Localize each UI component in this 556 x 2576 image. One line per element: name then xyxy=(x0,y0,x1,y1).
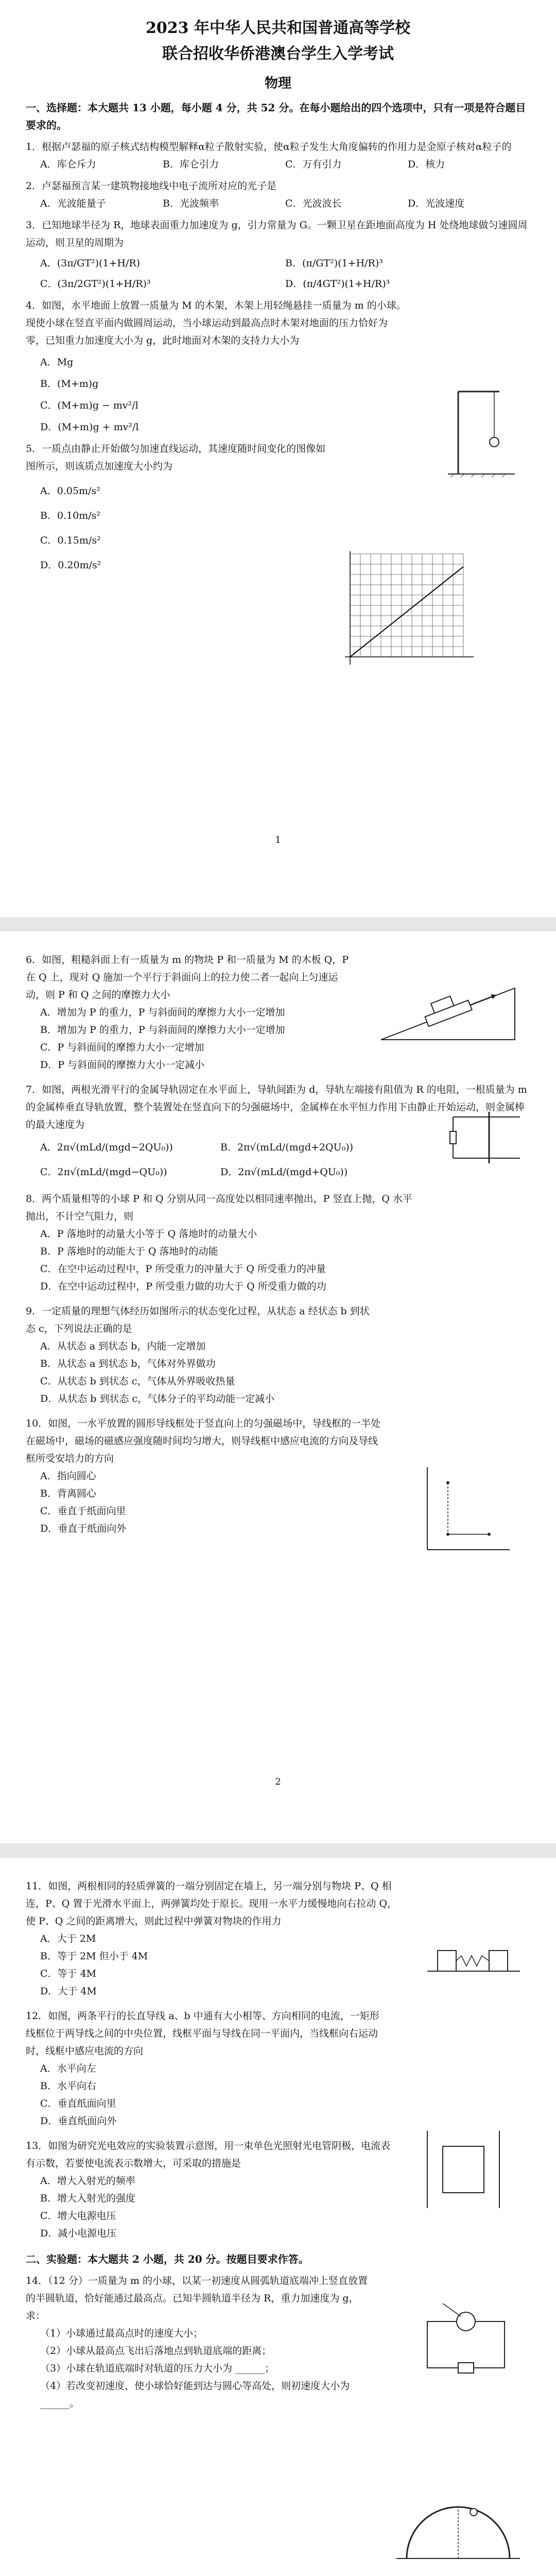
sub-question: （2）小球从最高点飞出后落地点到轨道底端的距离； xyxy=(40,2345,272,2357)
question-stem: 5．一质点由静止开始做匀加速直线运动，其速度随时间变化的图像如图所示，则该质点加速度大小约为 xyxy=(26,443,326,472)
option[interactable]: C．(3π/2GT²)(1+H/R)³ xyxy=(40,278,151,290)
question-14 xyxy=(26,2272,376,2412)
pendulum-frame-figure xyxy=(443,381,520,479)
sub-question: （1）小球通过最高点时的速度大小； xyxy=(40,2328,203,2339)
question-3 xyxy=(26,216,530,293)
section-2-heading: 二、实验题：本大题共 2 小题，共 20 分。按题目要求作答。 xyxy=(26,2253,309,2265)
option[interactable]: B．增大入射光的强度 xyxy=(40,2193,135,2204)
option[interactable]: A．大于 2M xyxy=(40,1933,96,1944)
question-13 xyxy=(26,2137,396,2242)
option[interactable]: C．2π√(mLd/(mgd−QU₀)) xyxy=(40,1166,167,1178)
option[interactable]: A．P 落地时的动量大小等于 Q 落地时的动量大小 xyxy=(40,1228,257,1240)
question-2 xyxy=(26,177,530,212)
wires-loop-figure xyxy=(407,2126,520,2213)
question-4 xyxy=(26,297,407,436)
question-stem: 14．（12 分）一质量为 m 的小球，以某一初速度从圆弧轨道底端冲上竖直放置的半圆轨道，恰好能通过最高点。已知半圆轨道半径为 R，重力加速度为 g，求： xyxy=(26,2275,368,2321)
option[interactable]: A．2π√(mLd/(mgd−2QU₀)) xyxy=(40,1142,173,1153)
question-stem: 2．卢瑟福预言某一建筑物接地线中电子流所对应的光子是 xyxy=(26,180,277,192)
option[interactable]: B．光波频率 xyxy=(163,198,219,209)
question-stem: 7．如图，两根光滑平行的金属导轨固定在水平面上，导轨间距为 d，导轨左端接有阻值为 R 的电阻，一根质量为 m 的金属棒垂直导轨放置，整个装置处在竖直向下的匀强磁场中，金属棒在水平恒力作用下由静止开始运动，则金属棒的最大速度为 xyxy=(26,1084,527,1130)
option[interactable]: D．0.20m/s² xyxy=(40,560,101,571)
option[interactable]: A．指向圆心 xyxy=(40,1470,96,1482)
option[interactable]: C．万有引力 xyxy=(285,159,342,170)
question-stem: 8．两个质量相等的小球 P 和 Q 分别从同一高度处以相同速率抛出，P 竖直上抛，Q 水平抛出，不计空气阻力，则 xyxy=(26,1193,413,1222)
option[interactable]: C．0.15m/s² xyxy=(40,535,101,546)
option[interactable]: D．减小电源电压 xyxy=(40,2228,117,2239)
question-stem: 1．根据卢瑟福的原子核式结构模型解释α粒子散射实验，使α粒子发生大角度偏转的作用力是金原子核对α粒子的 xyxy=(26,141,512,152)
option-row xyxy=(26,275,530,293)
photoelectric-figure xyxy=(412,2301,520,2383)
option[interactable]: C．光波波长 xyxy=(285,198,342,209)
page-1 xyxy=(0,0,556,917)
page-1-content xyxy=(26,15,530,574)
spring-blocks-figure xyxy=(422,1920,525,1981)
page-separator xyxy=(0,1843,556,1858)
option[interactable]: B．(M+m)g xyxy=(40,378,99,389)
option[interactable]: A．Mg xyxy=(40,357,74,368)
option[interactable]: D．在空中运动过程中，P 所受重力做的功大于 Q 所受重力做的功 xyxy=(40,1281,326,1292)
option-row xyxy=(26,255,530,272)
option[interactable]: D．2π√(mLd/(mgd+QU₀)) xyxy=(220,1166,348,1178)
option[interactable]: D．(M+m)g + mv²/l xyxy=(40,421,139,433)
option[interactable]: B．库仑引力 xyxy=(163,159,219,170)
exam-subject: 物理 xyxy=(264,76,291,91)
option[interactable]: B．等于 2M 但小于 4M xyxy=(40,1951,148,1962)
option-row xyxy=(26,1163,401,1181)
page-separator xyxy=(0,917,556,931)
sub-question: （3）小球在轨道底端时对轨道的压力大小为 ______； xyxy=(40,2363,275,2374)
option[interactable]: C．P 与斜面间的摩擦力大小一定增加 xyxy=(40,1042,204,1053)
option[interactable]: C．从状态 b 到状态 c，气体从外界吸收热量 xyxy=(40,1376,235,1387)
exam-subtitle: 联合招收华侨港澳台学生入学考试 xyxy=(162,45,394,63)
option[interactable]: A．库仑斥力 xyxy=(40,159,96,170)
question-11 xyxy=(26,1877,407,2000)
page-2 xyxy=(0,931,556,1843)
question-12 xyxy=(26,2007,386,2130)
exam-title: 2023 年中华人民共和国普通高等学校 xyxy=(146,19,410,37)
option[interactable]: D．光波速度 xyxy=(408,198,465,209)
option[interactable]: C．增大电源电压 xyxy=(40,2210,116,2222)
rails-figure xyxy=(443,1096,525,1179)
question-9 xyxy=(26,1302,376,1408)
option[interactable]: A．从状态 a 到状态 b，内能一定增加 xyxy=(40,1341,206,1352)
page-number: 2 xyxy=(275,1776,281,1787)
option[interactable]: D．P 与斜面间的摩擦力大小一定减小 xyxy=(40,1059,205,1071)
option[interactable]: C．等于 4M xyxy=(40,1968,97,1979)
option[interactable]: D．从状态 b 到状态 c，气体分子的平均动能一定减小 xyxy=(40,1393,275,1404)
option[interactable]: D．大于 4M xyxy=(40,1986,97,1997)
option[interactable]: A．光波能量子 xyxy=(40,198,106,209)
question-8 xyxy=(26,1190,417,1295)
question-stem: 10．如图，一水平放置的圆形导线框处于竖直向上的匀强磁场中，导线框的一半处在磁场中，磁场的磁感应强度随时间均匀增大，则导线框中感应电流的方向及导线框所受安培力的方向 xyxy=(26,1418,381,1464)
option[interactable]: A．0.05m/s² xyxy=(40,485,100,497)
option[interactable]: D．核力 xyxy=(408,159,445,170)
option[interactable]: B．(π/GT²)(1+H/R)³ xyxy=(285,258,383,269)
option-row xyxy=(26,1139,401,1156)
option[interactable]: A．(3π/GT²)(1+H/R) xyxy=(40,258,141,269)
option[interactable]: A．水平向左 xyxy=(40,2063,96,2074)
option[interactable]: B．背离圆心 xyxy=(40,1488,96,1499)
option[interactable]: B．2π√(mLd/(mgd+2QU₀)) xyxy=(220,1142,354,1153)
velocity-time-graph xyxy=(329,546,484,675)
option[interactable]: C．垂直纸面向里 xyxy=(40,2098,116,2109)
option[interactable]: C．(M+m)g − mv²/l xyxy=(40,400,138,411)
section-1-heading: 一、选择题：本大题共 13 小题，每小题 4 分，共 52 分。在每小题给出的四个选项中，只有一项是符合题目要求的。 xyxy=(26,101,526,131)
option[interactable]: C．垂直于纸面向里 xyxy=(40,1505,126,1517)
option[interactable]: B．P 落地时的动能大于 Q 落地时的动能 xyxy=(40,1246,218,1257)
option[interactable]: D．(π/4GT²)(1+H/R)³ xyxy=(285,278,390,290)
question-stem: 3．已知地球半径为 R，地球表面重力加速度为 g，引力常量为 G。一颗卫星在距地面高度为 H 处绕地球做匀速圆周运动，则卫星的周期为 xyxy=(26,219,528,248)
option[interactable]: B．增加为 P 的重力，P 与斜面间的摩擦力大小一定增加 xyxy=(40,1024,285,1036)
question-stem: 13．如图为研究光电效应的实验装置示意图，用一束单色光照射光电管阴极，电流表有示数，若要使电流表示数增大，可采取的措施是 xyxy=(26,2140,391,2169)
option[interactable]: A．增加为 P 的重力，P 与斜面间的摩擦力大小一定增加 xyxy=(40,1007,285,1018)
question-stem: 6．如图，粗糙斜面上有一质量为 m 的物块 P 和一质量为 M 的木板 Q，P 在 Q 上，现对 Q 施加一个平行于斜面向上的拉力使二者一起向上匀速运动，则 P 和 Q 之间的摩擦力大小 xyxy=(26,954,349,1001)
page-number: 1 xyxy=(275,835,281,845)
option[interactable]: C．在空中运动过程中，P 所受重力的冲量大于 Q 所受重力的冲量 xyxy=(40,1263,326,1275)
option[interactable]: D．垂直纸面向外 xyxy=(40,2115,117,2127)
page-3 xyxy=(0,1858,556,2576)
option[interactable]: B．从状态 a 到状态 b，气体对外界做功 xyxy=(40,1358,216,1369)
question-stem: 11．如图，两根相同的轻质弹簧的一端分别固定在墙上，另一端分别与物块 P、Q 相连，P、Q 置于光滑水平面上，两弹簧均处于原长。现用一水平力缓慢地向右拉动 Q，使 P、Q 之间的距离增大，则此过程中弹簧对物块的作用力 xyxy=(26,1880,397,1927)
sub-question: （4）若改变初速度，使小球恰好能到达与圆心等高处，则初速度大小为 ______。 xyxy=(40,2380,350,2409)
option-row xyxy=(26,156,530,173)
option[interactable]: D．垂直于纸面向外 xyxy=(40,1523,127,1534)
question-1 xyxy=(26,138,530,173)
pv-graph-figure xyxy=(412,1462,515,1560)
option[interactable]: B．水平向右 xyxy=(40,2080,96,2092)
question-stem: 4．如图，水平地面上放置一质量为 M 的木架，木架上用轻绳悬挂一质量为 m 的小球。现使小球在竖直平面内做圆周运动，当小球运动到最高点时木架对地面的压力恰好为零，已知重力加速度大小为 g，此时地面对木架的支持力大小为 xyxy=(26,300,406,346)
semicircle-track-figure xyxy=(391,2466,525,2576)
question-stem: 12．如图，两条平行的长直导线 a、b 中通有大小相等、方向相同的电流，一矩形线框位于两导线之间的中央位置，线框平面与导线在同一平面内，当线框向右运动时，线框中感应电流的方向 xyxy=(26,2010,379,2057)
question-stem: 9．一定质量的理想气体经历如图所示的状态变化过程，从状态 a 经状态 b 到状态 c，下列说法正确的是 xyxy=(26,1306,370,1334)
question-6 xyxy=(26,951,355,1074)
option[interactable]: A．增大入射光的频率 xyxy=(40,2175,135,2187)
question-5 xyxy=(26,440,335,574)
question-10 xyxy=(26,1415,386,1537)
option[interactable]: B．0.10m/s² xyxy=(40,510,101,521)
incline-blocks-figure xyxy=(371,973,525,1050)
option-row xyxy=(26,195,530,212)
